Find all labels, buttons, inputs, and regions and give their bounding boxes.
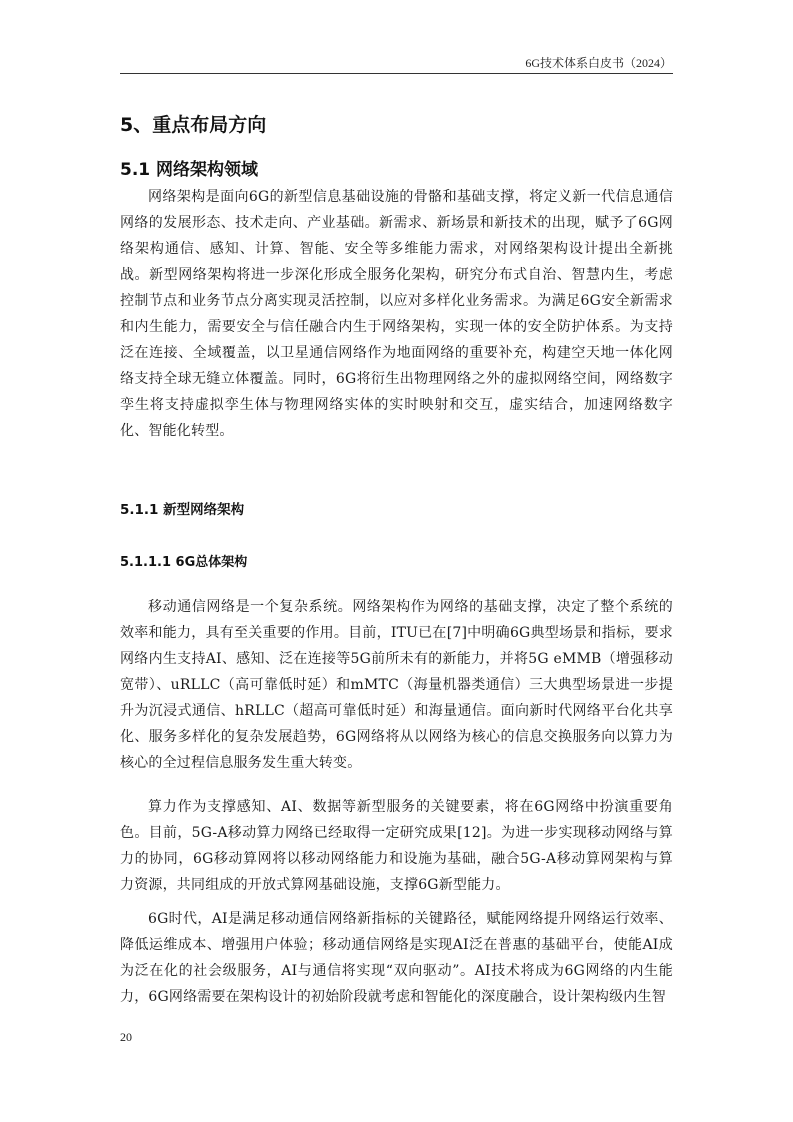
running-header-title: 6G技术体系白皮书（2024） <box>525 56 672 70</box>
paragraph-ai-era: 6G时代，AI是满足移动通信网络新指标的关键路径，赋能网络提升网络运行效率、降低运维成本、增强用户体验；移动通信网络是实现AI泛在普惠的基础平台，使能AI成为泛在化的社会级服务，AI与通信将实现“双向驱动”。AI技术将成为6G网络的内生能力，6G网络需要在架构设计的初始阶段就考虑和智能化的深度融合，设计架构级内生智 <box>120 911 673 1005</box>
section-heading-5-1-1-1: 5.1.1.1 6G总体架构 <box>120 555 248 570</box>
paragraph-mobile-network-system: 移动通信网络是一个复杂系统。网络架构作为网络的基础支撑，决定了整个系统的效率和能力，具有至关重要的作用。目前，ITU已在[7]中明确6G典型场景和指标，要求网络内生支持AI、感知、泛在连接等5G前所未有的新能力，并将5G eMMB（增强移动宽带）、uRLLC（高可靠低时延）和mMTC（海量机器类通信）三大典型场景进一步提升为沉浸式通信、hRLLC（超高可靠低时延）和海量通信。面向新时代网络平台化共享化、服务多样化的复杂发展趋势，6G网络将从以网络为核心的信息交换服务向以算力为核心的全过程信息服务发生重大转变。 <box>120 599 673 771</box>
paragraph-computing-power: 算力作为支撑感知、AI、数据等新型服务的关键要素，将在6G网络中扮演重要角色。目前，5G-A移动算力网络已经取得一定研究成果[12]。为进一步实现移动网络与算力的协同，6G移动算网将以移动网络能力和设施为基础，融合5G-A移动算网架构与算力资源，共同组成的开放式算网基础设施，支撑6G新型能力。 <box>120 799 673 893</box>
section-heading-5-1-1: 5.1.1 新型网络架构 <box>120 502 245 518</box>
section-heading-5-1: 5.1 网络架构领域 <box>120 160 259 180</box>
paragraph-network-architecture: 网络架构是面向6G的新型信息基础设施的骨骼和基础支撑，将定义新一代信息通信网络的发展形态、技术走向、产业基础。新需求、新场景和新技术的出现，赋予了6G网络架构通信、感知、计算、智能、安全等多维能力需求，对网络架构设计提出全新挑战。新型网络架构将进一步深化形成全服务化架构，研究分布式自治、智慧内生，考虑控制节点和业务节点分离实现灵活控制，以应对多样化业务需求。为满足6G安全新需求和内生能力，需要安全与信任融合内生于网络架构，实现一体的安全防护体系。为支持泛在连接、全域覆盖，以卫星通信网络作为地面网络的重要补充，构建空天地一体化网络支持全球无缝立体覆盖。同时，6G将衍生出物理网络之外的虚拟网络空间，网络数字孪生将支持虚拟孪生体与物理网络实体的实时映射和交互，虚实结合，加速网络数字化、智能化转型。 <box>120 189 673 439</box>
page-number: 20 <box>120 1030 132 1044</box>
header-divider <box>120 73 673 74</box>
section-heading-5: 5、重点布局方向 <box>120 114 267 136</box>
